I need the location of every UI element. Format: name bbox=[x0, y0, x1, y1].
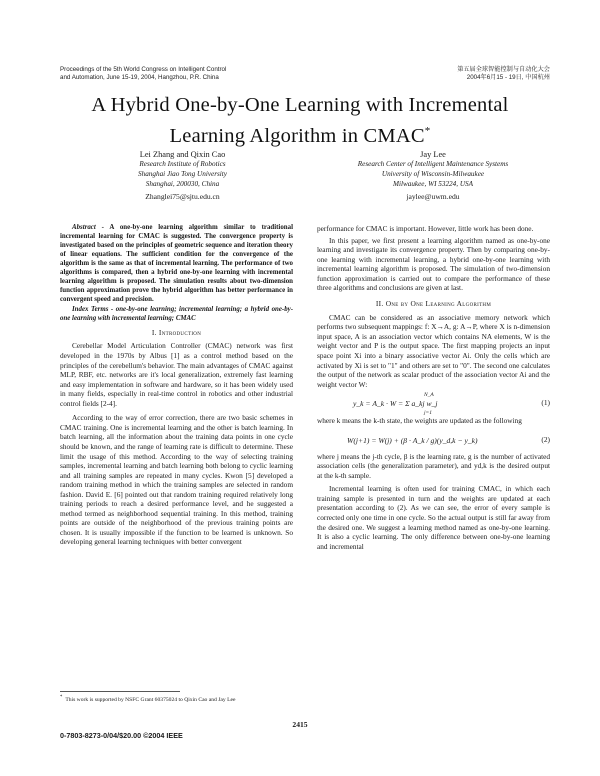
author-affiliation-3: Shanghai, 200030, China bbox=[145, 179, 220, 188]
page-number: 2415 bbox=[292, 720, 308, 729]
conference-line-1: Proceedings of the 5th World Congress on Intelligent Control bbox=[60, 66, 227, 73]
author-names: Lei Zhang and Qixin Cao bbox=[139, 150, 226, 159]
author-affiliation-1: Research Center of Intelligent Maintenance Systems bbox=[357, 160, 509, 169]
intro-paragraph-2: According to the way of error correction, there are two basic schemes in CMAC training. One is incremental learning and the other is batch learning. In batch learning, all the information about the training data points in one cycle should be known, and the range of learning rate is difficult to determine. These limit the usage of this method. According to the way of selecting training samples, incremental learning and batch learning both belong to cyclic learning and all training samples are repeated in many cycles. Kwon [5] developed a random training method in which the training samples are selected in random fashion. David E. [6] pointed out that random training required relatively long training periods to reach a desired performance level, and he suggested a method termed as neighborhood sequential training. In this method, training points are outside of the neighborhood of the previous training points are chosen. It is usually impossible if the function to be learned is unknown. So developing general learning techniques with better convergent bbox=[60, 413, 293, 547]
index-terms bbox=[60, 306, 293, 324]
author-affiliation-2: Shanghai Jiao Tong University bbox=[138, 170, 227, 178]
equation-2 bbox=[317, 430, 550, 452]
chinese-header bbox=[440, 66, 550, 82]
intro-paragraph-1: Cerebellar Model Articulation Controller (CMAC) network was first developed in the 1970s by Albus [1] as a control method based on the principles of the cerebellum's behavior. The main advantages of CMAC against MLP, RBF, etc. networks are it's local generalization, extremely fast learning and easy implementation in software and hardware, so it has been widely used in many fields, especially in real-time control in robotics and other industrial control fields [2-4]. bbox=[60, 341, 293, 408]
author-affiliation-3: Milwaukee, WI 53224, USA bbox=[392, 179, 474, 188]
author-affiliation-2: University of Wisconsin-Milwaukee bbox=[381, 170, 485, 178]
title-line-2-text: Learning Algorithm in CMAC bbox=[169, 124, 425, 147]
chinese-line-1: 第五届全球智能控制与自动化大会 bbox=[457, 66, 550, 73]
left-column bbox=[60, 224, 293, 547]
footnote-marker: * bbox=[60, 695, 63, 700]
footnote-rule bbox=[60, 691, 180, 692]
footnote-text: This work is supported by NSFC Grant 60375024 to Qixin Cao and Jay Lee bbox=[65, 696, 236, 703]
cmac-paragraph: CMAC can be considered as an associative memory network which performs two subsequent mappings: f: X→A, g: A→P, where X is n-dimension input space, A is an association vector which contains NA elements, W is the weight vector and P is the output space. The first mapping projects an input space point Xi into a binary associative vector Ai. Only the cells which are activated by Xi is set to "1" and others are set to "0". The second one calculates the output of the network as scalar product of the association vector Ai and the weight vector W: bbox=[317, 312, 550, 389]
right-column bbox=[317, 224, 550, 551]
chinese-line-2: 2004年6月15 - 19日, 中国杭州 bbox=[466, 74, 550, 81]
paper-title bbox=[0, 92, 600, 149]
intro-paragraph-4: In this paper, we first present a learning algorithm named as one-by-one learning and investigate its convergence property. Then by comparing one-by-one learning with incremental learning, a hybrid one-by-one learning with incremental learning algorithm is proposed. The simulation of two-dimension function approximation is carried out to compare the performance of these three algorithms and conclusions are given at last. bbox=[317, 235, 550, 293]
equation-2-explanation: where j means the j-th cycle, β is the learning rate, g is the number of activated association cells (the generalization parameter), and yd,k is the desired output at the k-th sample. bbox=[317, 451, 550, 480]
author-block-right bbox=[318, 150, 548, 203]
equation-1-sum-lower: j=1 bbox=[424, 410, 432, 417]
title-footnote-marker: * bbox=[424, 125, 431, 137]
equation-2-body: W(j+1) = W(j) + (β · A_k / g)(y_d,k − y_k) bbox=[347, 435, 478, 445]
author-email[interactable]: Zhanglei75@sjtu.edu.cn bbox=[145, 192, 220, 202]
section-heading-one-by-one: II. One by One Learning Algorithm bbox=[375, 298, 492, 308]
footnote bbox=[60, 694, 360, 704]
equation-1 bbox=[317, 392, 550, 416]
title-line-2 bbox=[0, 118, 600, 149]
conference-header bbox=[60, 66, 320, 82]
abstract-text: - A one-by-one learning algorithm similar to traditional incremental learning for CMAC is suggested. The convergence property is investigated based on the principles of geometric sequence and iteration theory of linear equations. The sufficient condition for the convergence of the algorithm is the same as that of incremental learning. The performance of two algorithms is compared, then a hybrid one-by-one learning with incremental learning algorithm is proposed. The simulation results about two-dimension function approximation prove the hybrid algorithm has better performance in convergent speed and precision. bbox=[60, 224, 293, 303]
equation-1-body: y_k = A_k · W = Σ a_kj w_j bbox=[353, 399, 438, 409]
author-affiliation-1: Research Institute of Robotics bbox=[139, 160, 226, 169]
weight-update-intro: where k means the k-th state, the weights are updated as the following bbox=[317, 416, 522, 426]
equation-2-number: (2) bbox=[541, 434, 550, 444]
section-heading-introduction: I. Introduction bbox=[151, 328, 202, 338]
author-names: Jay Lee bbox=[420, 150, 446, 159]
index-terms-text: - one-by-one learning; incremental learning; a hybrid one-by-one learning with incremental learning; CMAC bbox=[60, 305, 293, 322]
title-line-1: A Hybrid One-by-One Learning with Incremental bbox=[91, 94, 509, 116]
abstract-label: Abstract bbox=[72, 224, 96, 231]
intro-paragraph-3: performance for CMAC is important. However, little work has been done. bbox=[317, 224, 534, 233]
index-terms-label: Index Terms bbox=[72, 305, 109, 313]
isbn-copyright: 0-7803-8273-0/04/$20.00 ©2004 IEEE bbox=[60, 731, 183, 740]
author-block-left bbox=[75, 150, 290, 203]
conference-line-2: and Automation, June 15-19, 2004, Hangzhou, P.R. China bbox=[60, 74, 219, 81]
abstract bbox=[60, 224, 293, 305]
incremental-learning-paragraph: Incremental learning is often used for training CMAC, in which each training sample is presented in turn and the weights are updated at each presentation according to (2). As we can see, the error of every sample is corrected only one time in one cycle. So the actual output is still far away from the desired one. We suggest a learning method named as one-by-one learning. It is also a cyclic learning. The only difference between one-by-one learning and incremental bbox=[317, 484, 550, 551]
equation-1-number: (1) bbox=[541, 398, 550, 408]
author-email[interactable]: jaylee@uwm.edu bbox=[406, 192, 460, 202]
equation-1-sum-upper: N_A bbox=[424, 392, 434, 399]
